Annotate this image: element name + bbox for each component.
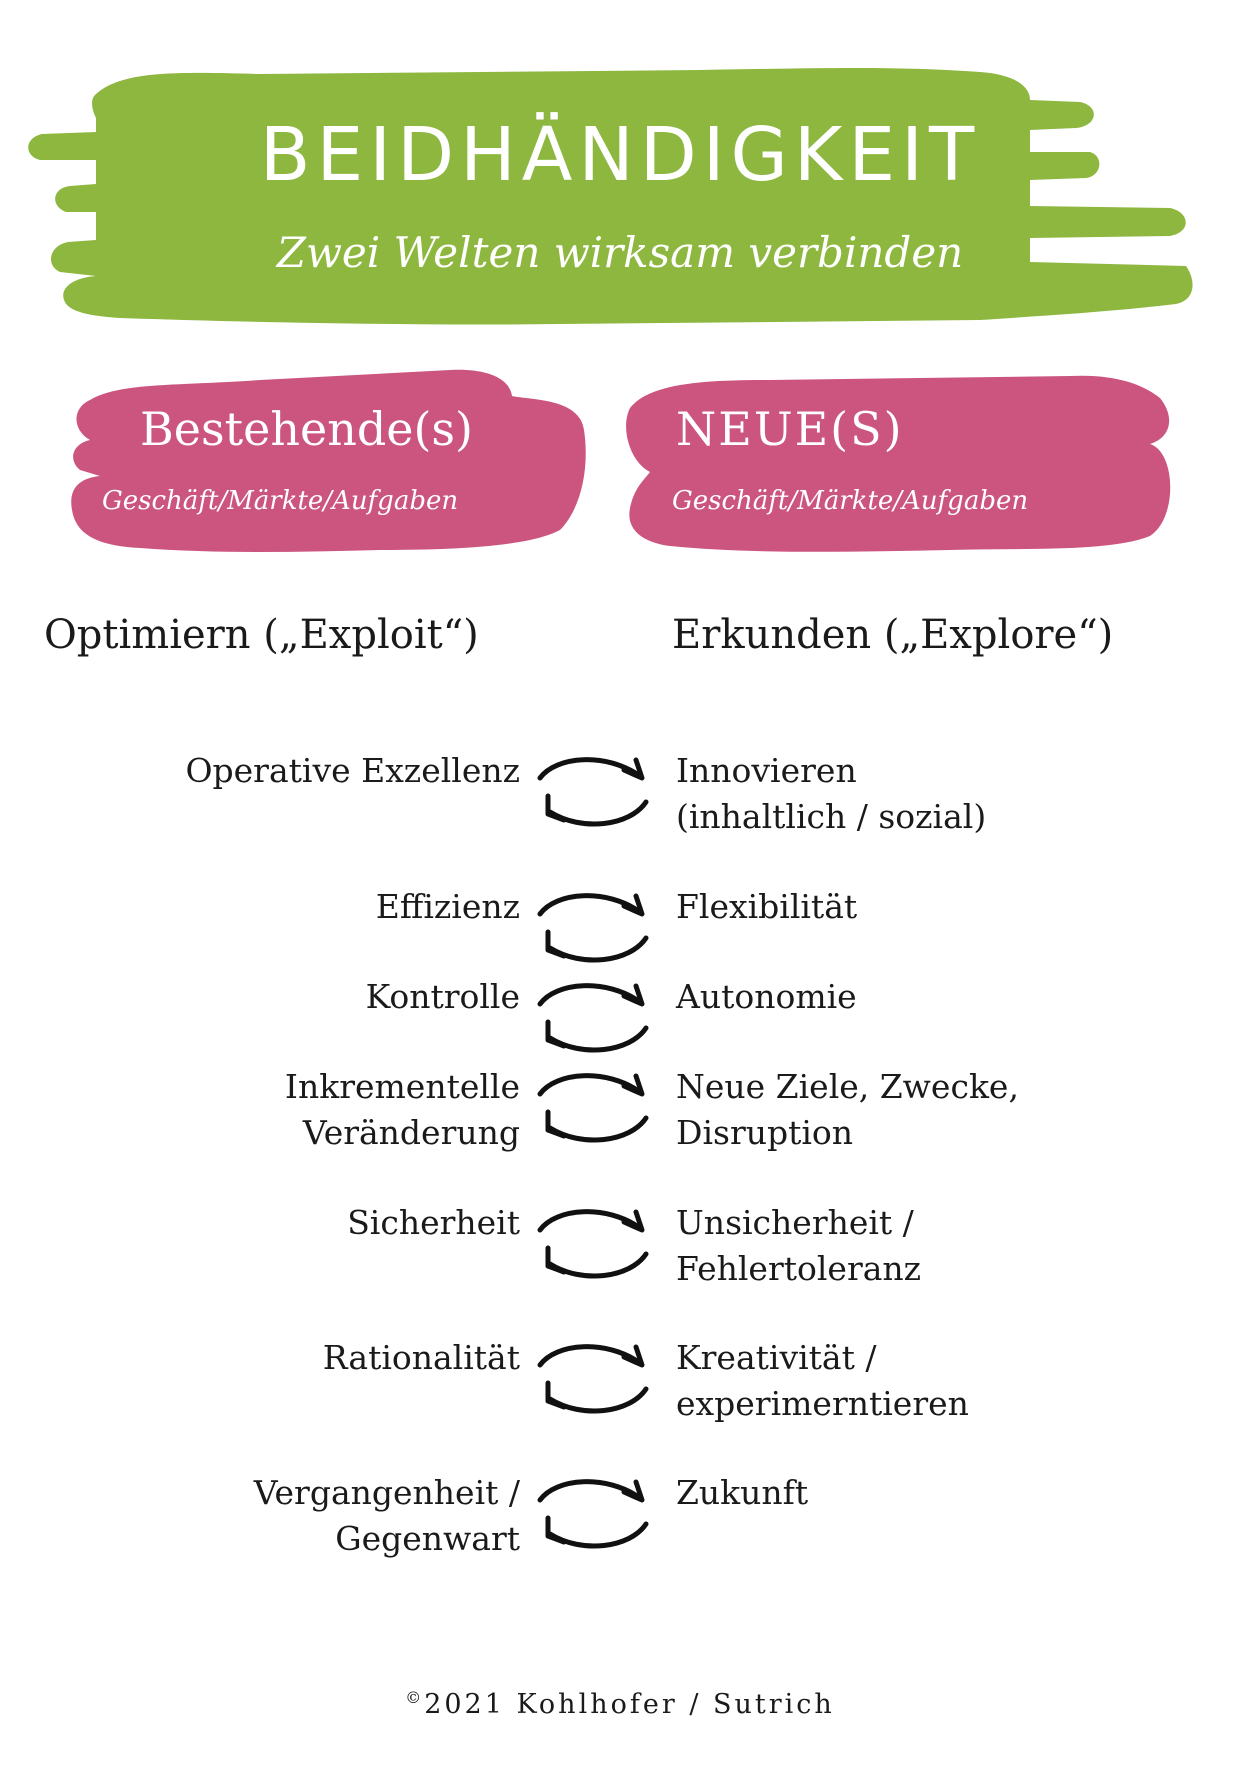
new-brush-shape [610,368,1180,558]
exploit-heading: Optimiern („Exploit“) [44,612,479,658]
cycle-arrows-icon [536,1202,656,1292]
page-subtitle: Zwei Welten wirksam verbinden [276,228,964,277]
copyright-symbol: © [405,1688,425,1707]
cycle-arrows-icon [536,1472,656,1562]
copyright-text: 2021 Kohlhofer / Sutrich [424,1689,835,1720]
cycle-arrows-icon [536,886,656,976]
existing-brush-shape [60,360,600,560]
exploit-item: Rationalität [322,1338,520,1377]
existing-brush-fill [71,370,585,552]
new-banner [610,368,1180,558]
exploit-item: Kontrolle [365,977,520,1016]
explore-heading: Erkunden („Explore“) [672,612,1114,658]
existing-subtitle: Geschäft/Märkte/Aufgaben [102,486,459,516]
explore-item: Flexibilität [676,887,858,926]
new-title: NEUE(S) [676,402,904,456]
explore-item: Kreativität / experimerntieren [676,1338,969,1423]
existing-banner [60,360,600,560]
explore-item: Zukunft [676,1473,809,1512]
exploit-item: Vergangenheit / Gegenwart [253,1473,520,1558]
explore-item: Autonomie [676,977,857,1016]
existing-title: Bestehende(s) [140,402,473,456]
exploit-item: Sicherheit [347,1203,520,1242]
exploit-item: Effizienz [375,887,520,926]
exploit-item: Operative Exzellenz [185,751,520,790]
explore-item: Unsicherheit / Fehlertoleranz [676,1203,922,1288]
cycle-arrows-icon [536,976,656,1066]
page-title: BEIDHÄNDIGKEIT [259,112,981,198]
exploit-item: Inkrementelle Veränderung [284,1067,520,1152]
cycle-arrows-icon [536,750,656,840]
explore-item: Innovieren (inhaltlich / sozial) [676,751,987,836]
cycle-arrows-icon [536,1066,656,1156]
explore-item: Neue Ziele, Zwecke, Disruption [676,1067,1019,1152]
copyright-footer [0,1688,1240,1720]
cycle-arrows-icon [536,1337,656,1427]
new-subtitle: Geschäft/Märkte/Aufgaben [672,486,1029,516]
